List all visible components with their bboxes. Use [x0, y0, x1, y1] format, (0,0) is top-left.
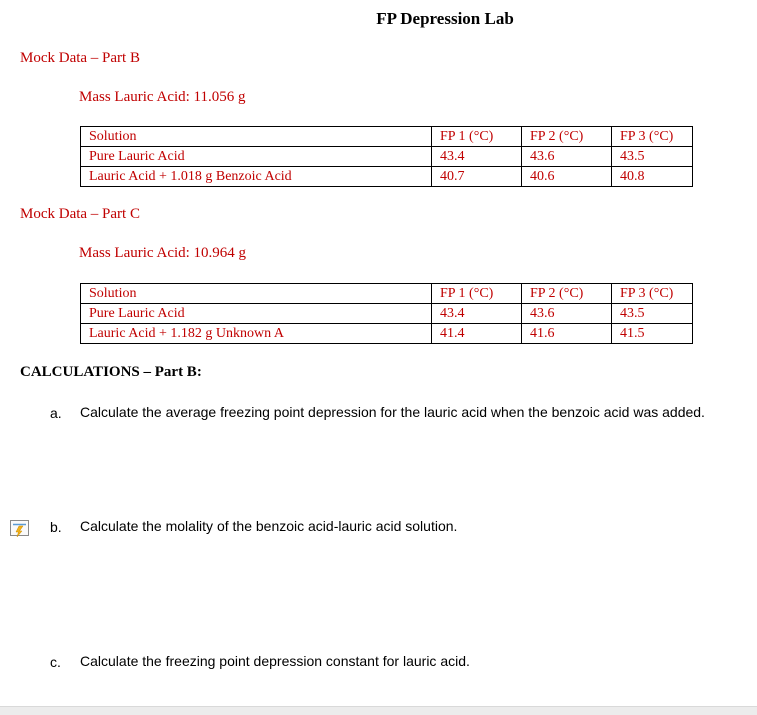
- part-c-mass: Mass Lauric Acid: 10.964 g: [79, 245, 247, 261]
- table-header-cell: Solution: [81, 127, 432, 147]
- table-cell: 41.4: [432, 324, 522, 344]
- question-c-label: c.: [50, 654, 61, 670]
- part-b-table: [80, 126, 693, 187]
- table-cell: 41.5: [612, 324, 693, 344]
- table-cell: 41.6: [522, 324, 612, 344]
- part-b-heading: Mock Data – Part B: [20, 50, 140, 66]
- page-title: FP Depression Lab: [376, 9, 514, 28]
- table-header-cell: FP 3 (°C): [612, 284, 693, 304]
- table-header-cell: Solution: [81, 284, 432, 304]
- table-row: [81, 324, 693, 344]
- question-c-text: Calculate the freezing point depression constant for lauric acid.: [80, 653, 470, 669]
- comment-icon[interactable]: [6, 517, 32, 541]
- table-cell: Lauric Acid + 1.018 g Benzoic Acid: [81, 167, 432, 187]
- table-cell: 43.6: [522, 304, 612, 324]
- table-cell: Pure Lauric Acid: [81, 147, 432, 167]
- part-b-mass: Mass Lauric Acid: 11.056 g: [79, 89, 246, 105]
- calculations-heading: CALCULATIONS – Part B:: [20, 364, 202, 380]
- table-header-cell: FP 1 (°C): [432, 284, 522, 304]
- table-header-cell: FP 2 (°C): [522, 284, 612, 304]
- table-cell: 40.8: [612, 167, 693, 187]
- table-cell: 43.4: [432, 304, 522, 324]
- part-c-heading: Mock Data – Part C: [20, 206, 140, 222]
- table-cell: 43.6: [522, 147, 612, 167]
- table-cell: Lauric Acid + 1.182 g Unknown A: [81, 324, 432, 344]
- table-cell: 40.6: [522, 167, 612, 187]
- table-header-row: [81, 284, 693, 304]
- table-row: [81, 167, 693, 187]
- question-a-text: Calculate the average freezing point depression for the lauric acid when the benzoic acid was added.: [80, 404, 705, 420]
- table-header-row: [81, 127, 693, 147]
- part-c-table: [80, 283, 693, 344]
- table-cell: 43.4: [432, 147, 522, 167]
- table-row: [81, 147, 693, 167]
- table-cell: 43.5: [612, 304, 693, 324]
- question-b-label: b.: [50, 519, 62, 535]
- question-b-text: Calculate the molality of the benzoic acid-lauric acid solution.: [80, 518, 458, 534]
- table-header-cell: FP 3 (°C): [612, 127, 693, 147]
- table-cell: 43.5: [612, 147, 693, 167]
- table-header-cell: FP 1 (°C): [432, 127, 522, 147]
- table-header-cell: FP 2 (°C): [522, 127, 612, 147]
- table-cell: Pure Lauric Acid: [81, 304, 432, 324]
- comment-icon-glyph: [6, 517, 32, 541]
- table-cell: 40.7: [432, 167, 522, 187]
- table-row: [81, 304, 693, 324]
- question-a-label: a.: [50, 405, 62, 421]
